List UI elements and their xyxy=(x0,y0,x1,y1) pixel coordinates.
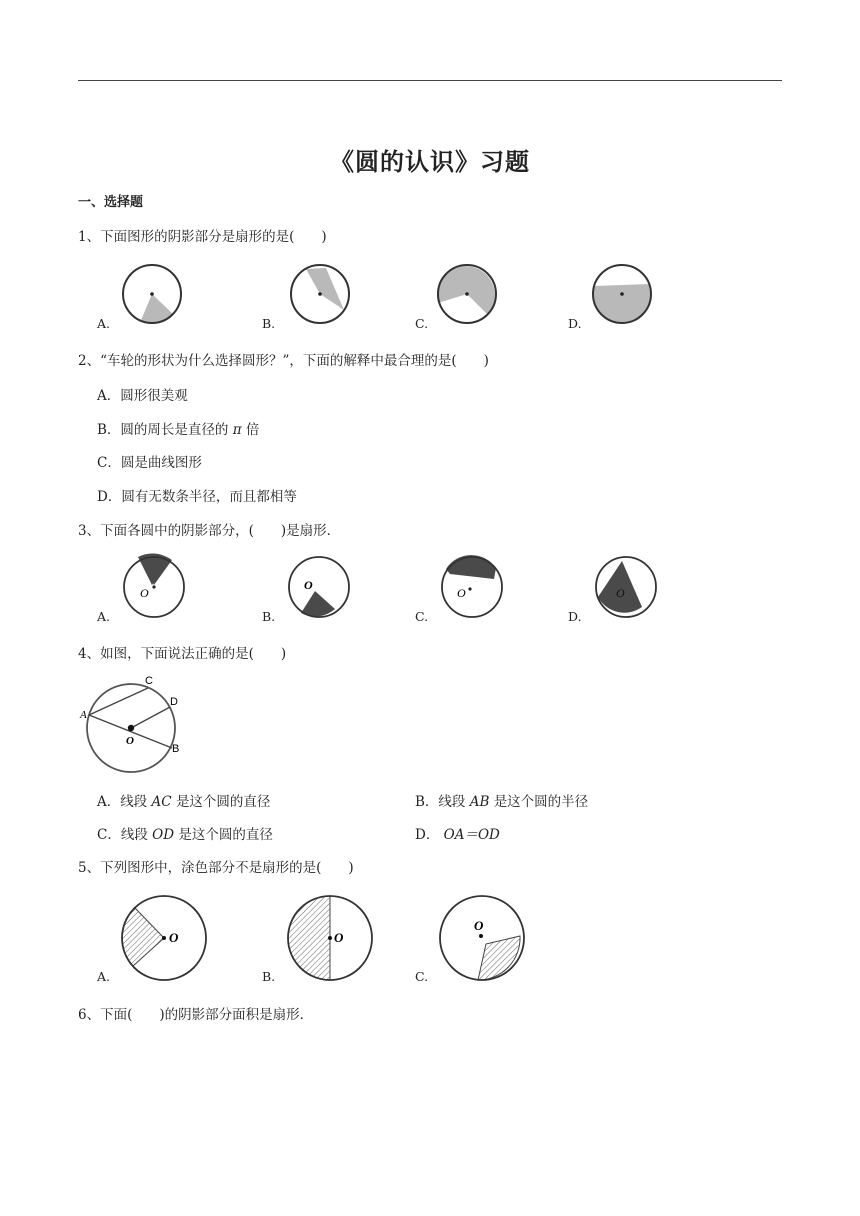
q4a-prefix: A．线段 xyxy=(97,794,148,810)
page-title: 《圆的认识》习题 xyxy=(330,147,530,176)
header-rule xyxy=(78,80,782,81)
q5-label-c: C. xyxy=(415,969,429,984)
q4b-prefix: B．线段 xyxy=(415,794,466,810)
q3-figure-c[interactable] xyxy=(440,555,504,619)
q1-label-d: D. xyxy=(568,316,582,331)
q3c-center-label: O xyxy=(457,586,466,600)
point-o-label: O xyxy=(126,735,134,747)
q2-option-a[interactable]: A．圆形很美观 xyxy=(97,388,188,404)
q4c-prefix: C．线段 xyxy=(97,827,148,843)
pi-symbol: π xyxy=(232,422,242,438)
q1-label-b: B. xyxy=(262,316,276,331)
q5-figure-c[interactable] xyxy=(436,892,528,984)
q4-option-b[interactable] xyxy=(415,790,588,810)
q4-option-c[interactable] xyxy=(97,823,273,843)
q4d-prefix: D． xyxy=(415,827,440,843)
q5c-center-label: O xyxy=(474,918,484,933)
q5-label-b: B. xyxy=(262,969,276,984)
point-a-label: A xyxy=(80,709,87,721)
q1-figure-c[interactable] xyxy=(435,262,501,328)
q2-option-b-tail: 倍 xyxy=(245,422,260,438)
q4a-suffix: 是这个圆的直径 xyxy=(175,794,271,810)
q3a-center-label: O xyxy=(140,586,149,600)
section-heading: 一、选择题 xyxy=(78,195,144,210)
q3-label-d: D. xyxy=(568,609,582,624)
q4-option-a[interactable] xyxy=(97,790,270,810)
point-d-label: D xyxy=(170,696,178,708)
q4c-suffix: 是这个圆的直径 xyxy=(178,827,273,843)
q3-label-a: A. xyxy=(97,609,111,624)
q4-option-d[interactable] xyxy=(415,823,500,843)
q5a-center-label: O xyxy=(169,930,179,945)
question-3-stem: 3、下面各圆中的阴影部分，( )是扇形． xyxy=(78,523,341,539)
q4a-math: AC xyxy=(151,794,172,810)
q3-label-c: C. xyxy=(415,609,429,624)
q3d-center-label: O xyxy=(616,586,625,600)
q5-figure-a[interactable] xyxy=(118,892,210,984)
q4b-math: AB xyxy=(469,794,490,810)
q1-figure-d[interactable] xyxy=(590,262,656,328)
question-5-stem: 5、下列图形中，涂色部分不是扇形的是( ) xyxy=(78,860,354,876)
question-2-stem: 2、“车轮的形状为什么选择圆形？”，下面的解释中最合理的是( ) xyxy=(78,353,489,369)
q5-figure-b[interactable] xyxy=(284,892,376,984)
question-1-stem: 1、下面图形的阴影部分是扇形的是( ) xyxy=(78,229,327,245)
q3-label-b: B. xyxy=(262,609,276,624)
q1-label-c: C. xyxy=(415,316,429,331)
q3-figure-b[interactable] xyxy=(287,555,351,619)
q5b-center-label: O xyxy=(334,930,344,945)
q2-option-c[interactable]: C．圆是曲线图形 xyxy=(97,455,202,471)
q3b-center-label: O xyxy=(304,578,313,592)
q1-figure-b[interactable] xyxy=(288,262,354,328)
q3-figure-d[interactable] xyxy=(594,555,658,619)
q3-figure-a[interactable] xyxy=(122,555,186,619)
q2-option-b-text: B．圆的周长是直径的 xyxy=(97,422,229,438)
q4c-math: OD xyxy=(152,827,175,843)
point-b-label: B xyxy=(172,743,180,755)
q4d-math: OA＝OD xyxy=(443,827,500,843)
q1-figure-a[interactable] xyxy=(120,262,186,328)
q2-option-d[interactable]: D．圆有无数条半径，而且都相等 xyxy=(97,489,297,505)
question-4-stem: 4、如图，下面说法正确的是( ) xyxy=(78,646,287,662)
q5-label-a: A. xyxy=(97,969,111,984)
question-6-stem: 6、下面( )的阴影部分面积是扇形． xyxy=(78,1007,314,1023)
q1-label-a: A. xyxy=(97,316,111,331)
q4b-suffix: 是这个圆的半径 xyxy=(493,794,589,810)
q4-circle-diagram xyxy=(78,670,198,780)
point-c-label: C xyxy=(145,675,153,687)
q2-option-b[interactable] xyxy=(97,418,259,438)
